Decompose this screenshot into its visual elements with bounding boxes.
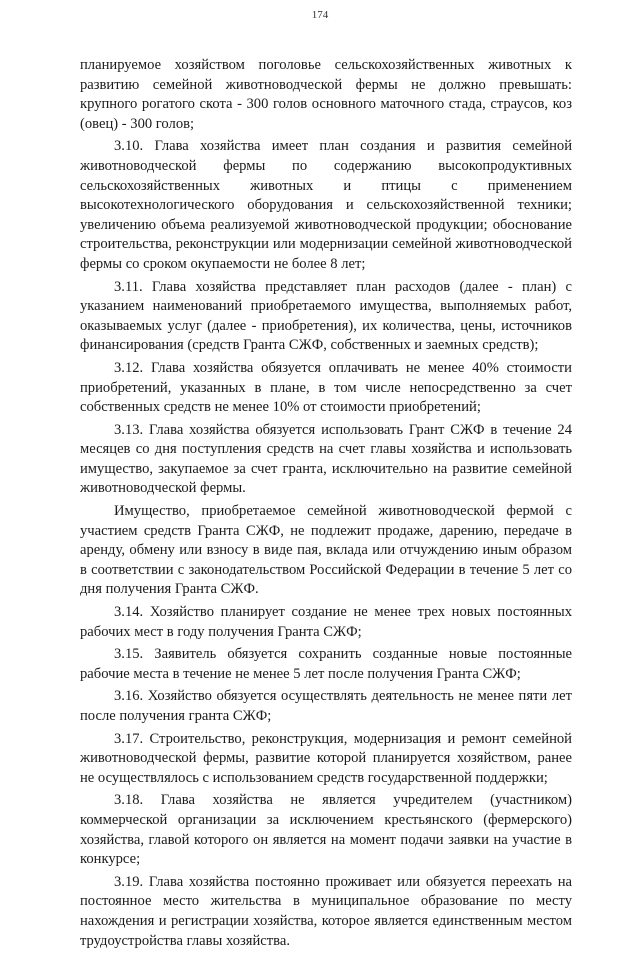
paragraph-3-15: 3.15. Заявитель обязуется сохранить созданные новые постоянные рабочие места в течение не менее 5 лет после получения Гранта СЖФ; bbox=[80, 646, 572, 682]
page-number: 174 bbox=[311, 9, 329, 21]
paragraph-3-16: 3.16. Хозяйство обязуется осуществлять деятельность не менее пяти лет после получения гранта СЖФ; bbox=[80, 688, 572, 724]
paragraph-3-14: 3.14. Хозяйство планирует создание не менее трех новых постоянных рабочих мест в году получения Гранта СЖФ; bbox=[80, 604, 572, 640]
paragraph-3-13-property: Имущество, приобретаемое семейной животноводческой фермой с участием средств Гранта СЖФ, не подлежит продаже, дарению, передаче в аренду, обмену или взносу в виде пая, вклада или отчуждению иным образом в соответствии с законодательством Российской Федерации в течение 5 лет со дня получения Гранта СЖФ. bbox=[80, 503, 572, 598]
paragraph-3-10: 3.10. Глава хозяйства имеет план создания и развития семейной животноводческой фермы по содержанию высокопродуктивных сельскохозяйственных животных и птицы с применением высокотехнологического оборудования и сельскохозяйственной техники; увеличению объема реализуемой животноводческой продукции; обоснование строительства, реконструкции или модернизации семейной животноводческой фермы со сроком окупаемости не более 8 лет; bbox=[80, 138, 572, 272]
paragraph-3-11: 3.11. Глава хозяйства представляет план расходов (далее - план) с указанием наименований приобретаемого имущества, выполняемых работ, оказываемых услуг (далее - приобретения), их количества, цены, источников финансирования (средств Гранта СЖФ, собственных и заемных средств); bbox=[80, 278, 572, 354]
paragraph-3-13: 3.13. Глава хозяйства обязуется использовать Грант СЖФ в течение 24 месяцев со дня поступления средств на счет главы хозяйства и использовать имущество, закупаемое за счет гранта, исключительно на развитие семейной животноводческой фермы. bbox=[80, 421, 572, 497]
paragraph-3-18: 3.18. Глава хозяйства не является учредителем (участником) коммерческой организации за исключением крестьянского (фермерского) хозяйства, главой которого он является на момент подачи заявки на участие в конкурсе; bbox=[80, 792, 572, 868]
paragraph-continuation: планируемое хозяйством поголовье сельскохозяйственных животных к развитию семейной животноводческой фермы не должно превышать: крупного рогатого скота - 300 голов основного маточного стада, страусов, коз (овец) - 300 голов; bbox=[80, 57, 572, 132]
paragraph-3-17: 3.17. Строительство, реконструкция, модернизация и ремонт семейной животноводческой фермы, развитие которой планируется хозяйством, ранее не осуществлялось с использованием средств государственной поддержки; bbox=[80, 730, 572, 786]
document-body bbox=[80, 56, 572, 954]
paragraph-3-19: 3.19. Глава хозяйства постоянно проживает или обязуется переехать на постоянное место жительства в муниципальное образование по месту нахождения и регистрации хозяйства, которое является единственным местом трудоустройства главы хозяйства. bbox=[80, 873, 572, 949]
paragraph-3-12: 3.12. Глава хозяйства обязуется оплачивать не менее 40% стоимости приобретений, указанных в плане, в том числе непосредственно за счет собственных средств не менее 10% от стоимости приобретений; bbox=[80, 359, 572, 416]
